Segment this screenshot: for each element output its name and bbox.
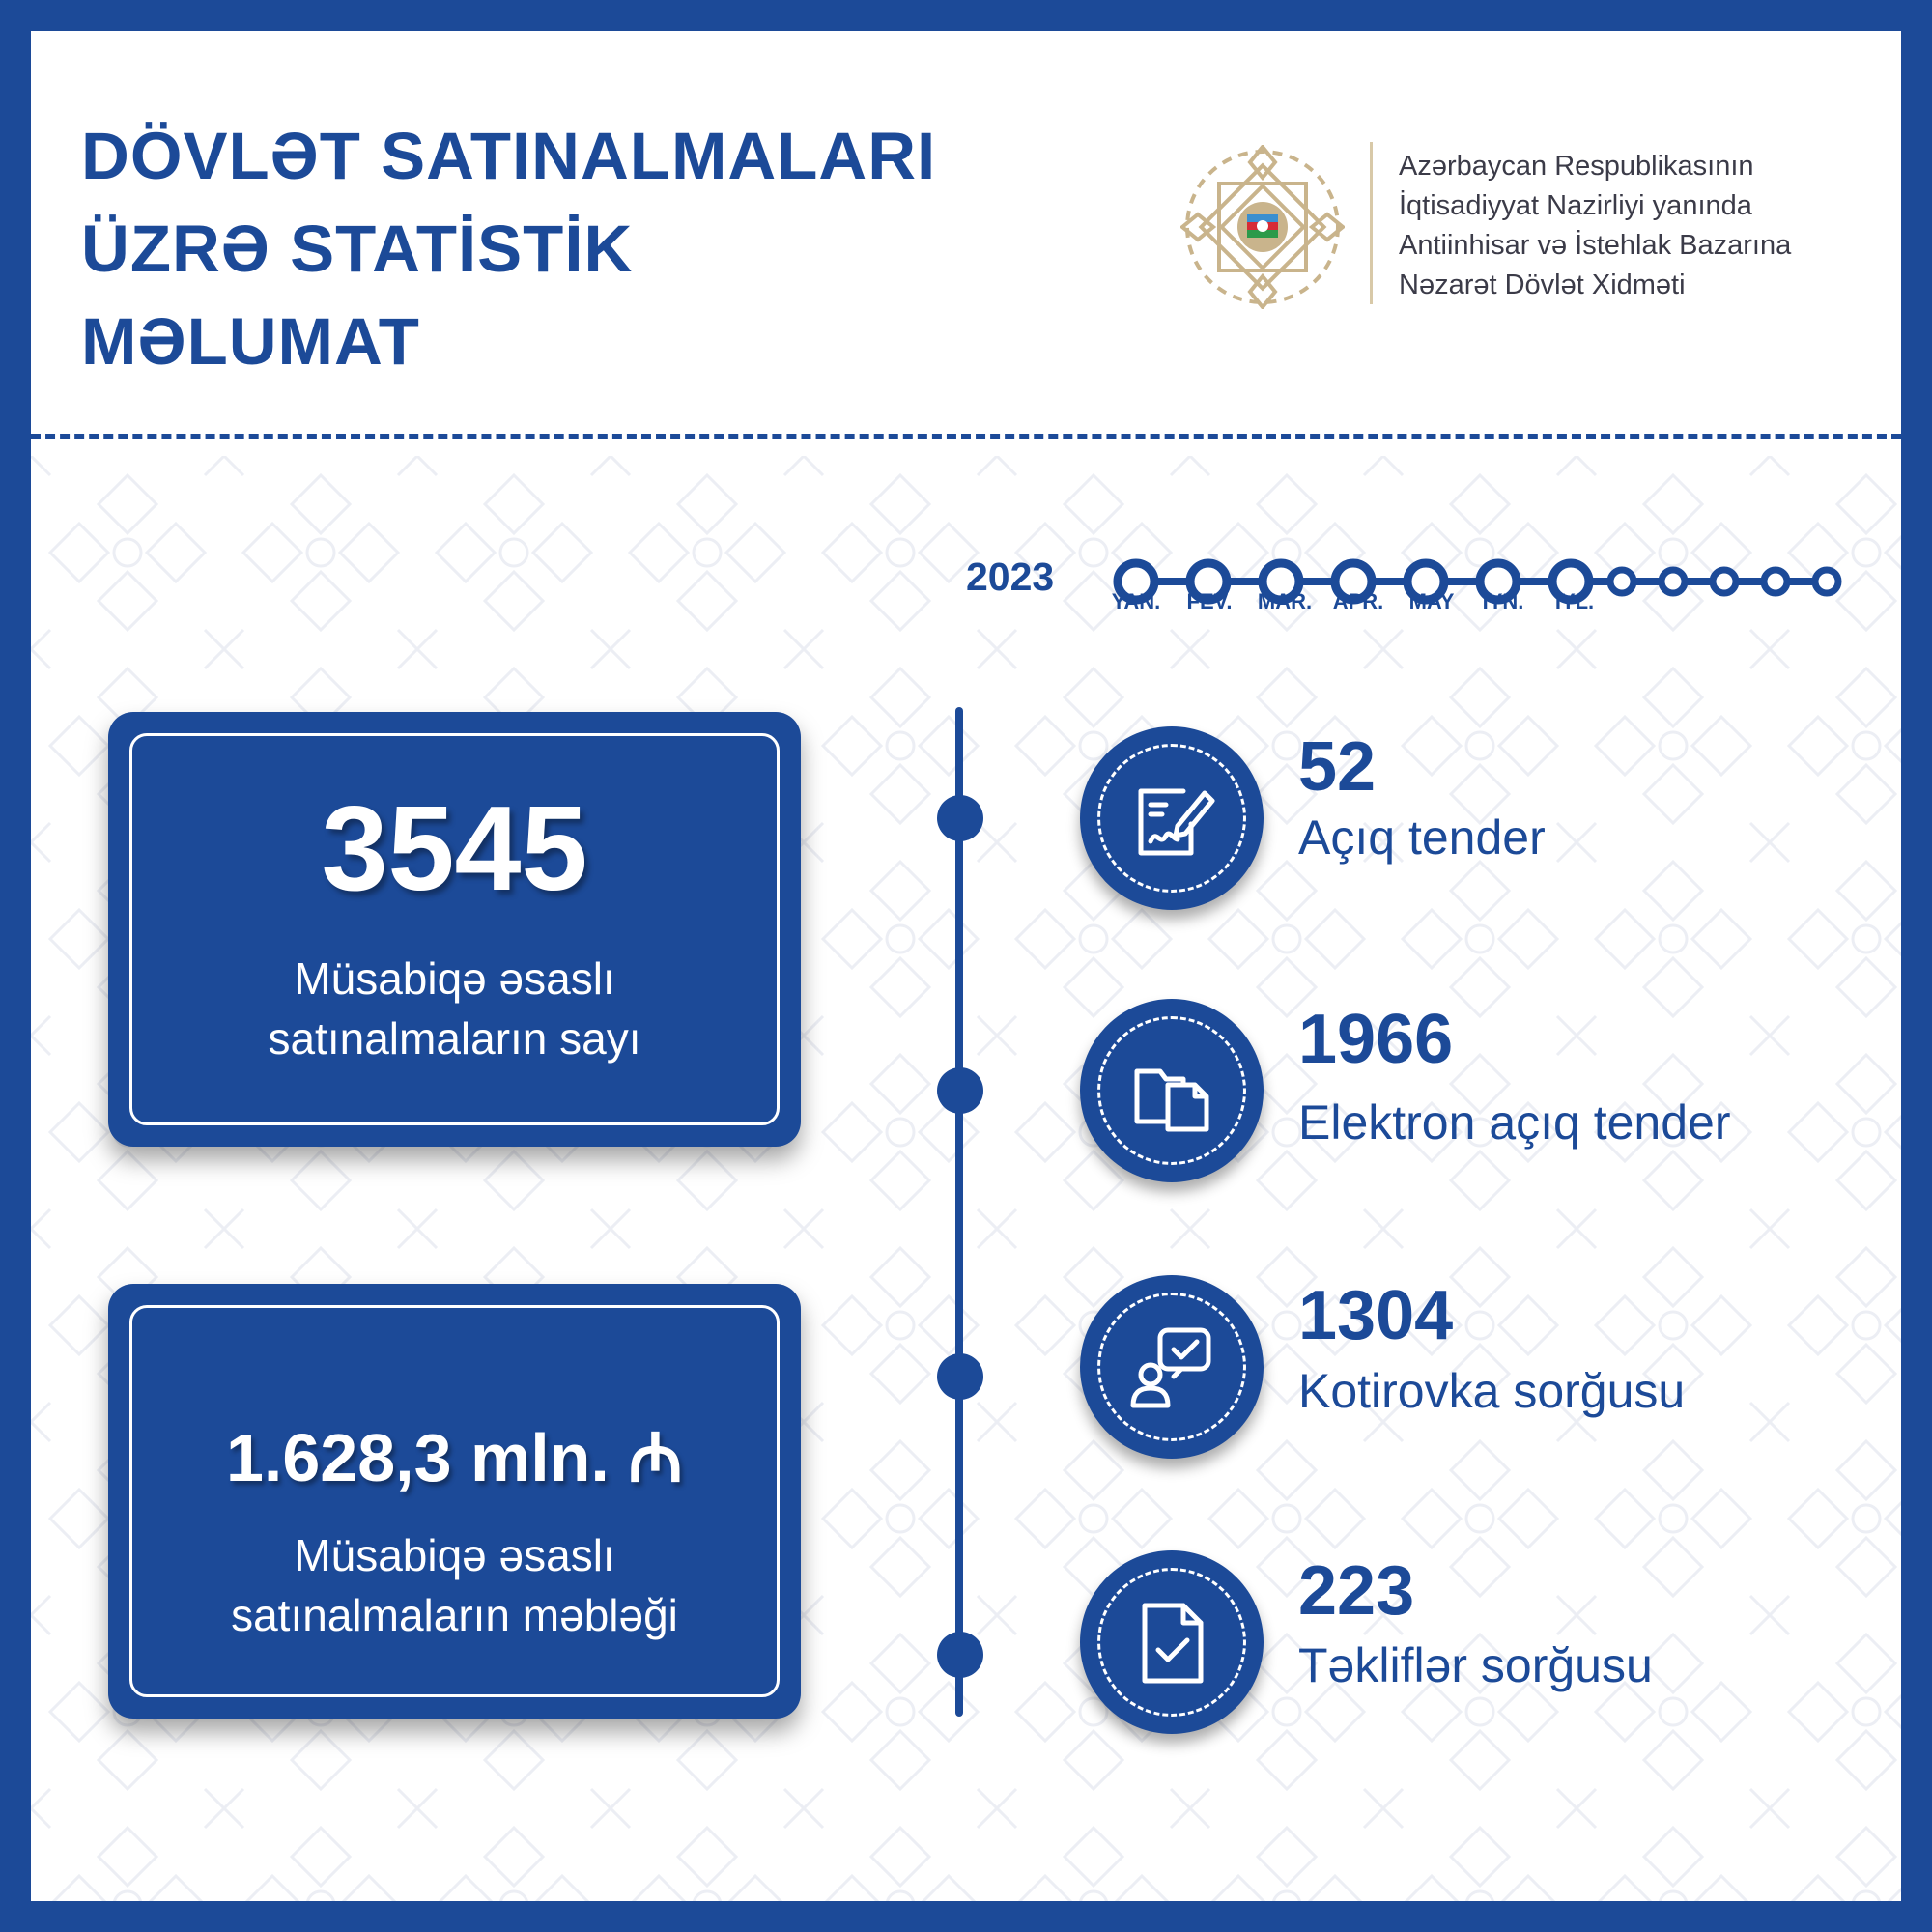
procurement-count-panel (108, 712, 801, 1147)
procurement-count-panel-border (129, 733, 780, 1125)
timeline-month-dot-10 (1713, 570, 1736, 593)
procurement-count-label (132, 949, 777, 1068)
quotation-request-label: Kotirovka sorğusu (1298, 1364, 1686, 1418)
month-label-jan: YAN. (1111, 589, 1161, 613)
procurement-count-label-line-2: satınalmaların sayı (268, 1013, 641, 1064)
agency-emblem-icon (1180, 145, 1345, 309)
procurement-amount-label (132, 1525, 777, 1645)
electronic-tender-value: 1966 (1298, 1001, 1454, 1078)
contract-sign-icon (1123, 770, 1220, 867)
proposal-request-value: 223 (1298, 1552, 1415, 1630)
month-label-mar: MAR. (1257, 589, 1313, 613)
procurement-amount-label-line-2: satınalmaların məbləği (231, 1590, 678, 1640)
stats-connector-line (955, 707, 963, 1717)
procurement-count-value: 3545 (321, 782, 588, 916)
procurement-count-label-line-1: Müsabiqə əsaslı (294, 953, 615, 1004)
month-label-jun: İYN. (1482, 589, 1524, 613)
connector-node-1 (937, 795, 983, 841)
header-divider (31, 434, 1901, 439)
org-line-2: İqtisadiyyat Nazirliyi yanında (1399, 190, 1752, 221)
month-label-jul: İYL. (1554, 589, 1595, 613)
timeline-month-dot-12 (1815, 570, 1838, 593)
electronic-tender-label: Elektron açıq tender (1298, 1095, 1731, 1150)
month-label-feb: FEV. (1186, 589, 1233, 613)
logo-divider (1370, 142, 1373, 304)
open-tender-value: 52 (1298, 728, 1377, 806)
proposal-request-badge (1080, 1550, 1264, 1734)
agency-logo (1180, 145, 1345, 309)
org-line-4: Nəzarət Dövlət Xidməti (1399, 270, 1686, 300)
infographic-frame (31, 31, 1901, 1901)
org-line-1: Azərbaycan Respublikasının (1399, 151, 1754, 182)
title-line-2: ÜZRƏ STATİSTİK (81, 212, 634, 286)
open-tender-label: Açıq tender (1298, 810, 1546, 865)
month-label-may: MAY (1408, 589, 1455, 613)
open-tender-badge (1080, 726, 1264, 910)
document-check-icon (1123, 1594, 1220, 1690)
connector-node-4 (937, 1632, 983, 1678)
quotation-request-value: 1304 (1298, 1277, 1454, 1354)
timeline-year: 2023 (966, 554, 1055, 599)
title-line-1: DÖVLƏT SATINALMALARI (81, 119, 937, 193)
org-line-3: Antiinhisar və İstehlak Bazarına (1399, 230, 1792, 261)
quotation-request-badge (1080, 1275, 1264, 1459)
folder-document-icon (1123, 1042, 1220, 1139)
proposal-request-label: Təkliflər sorğusu (1298, 1638, 1653, 1692)
procurement-amount-panel-border (129, 1305, 780, 1697)
electronic-tender-badge (1080, 999, 1264, 1182)
procurement-amount-label-line-1: Müsabiqə əsaslı (294, 1530, 615, 1580)
procurement-amount-value: 1.628,3 mln. ₼ (225, 1420, 684, 1495)
timeline-month-dot-11 (1764, 570, 1787, 593)
month-label-apr: APR. (1332, 589, 1384, 613)
page-title (81, 110, 936, 388)
procurement-amount-panel (108, 1284, 801, 1719)
organization-name (1399, 147, 1791, 305)
connector-node-3 (937, 1353, 983, 1400)
timeline-month-dot-9 (1662, 570, 1685, 593)
title-line-3: MƏLUMAT (81, 304, 420, 379)
user-approval-icon (1123, 1319, 1220, 1415)
connector-node-2 (937, 1067, 983, 1114)
